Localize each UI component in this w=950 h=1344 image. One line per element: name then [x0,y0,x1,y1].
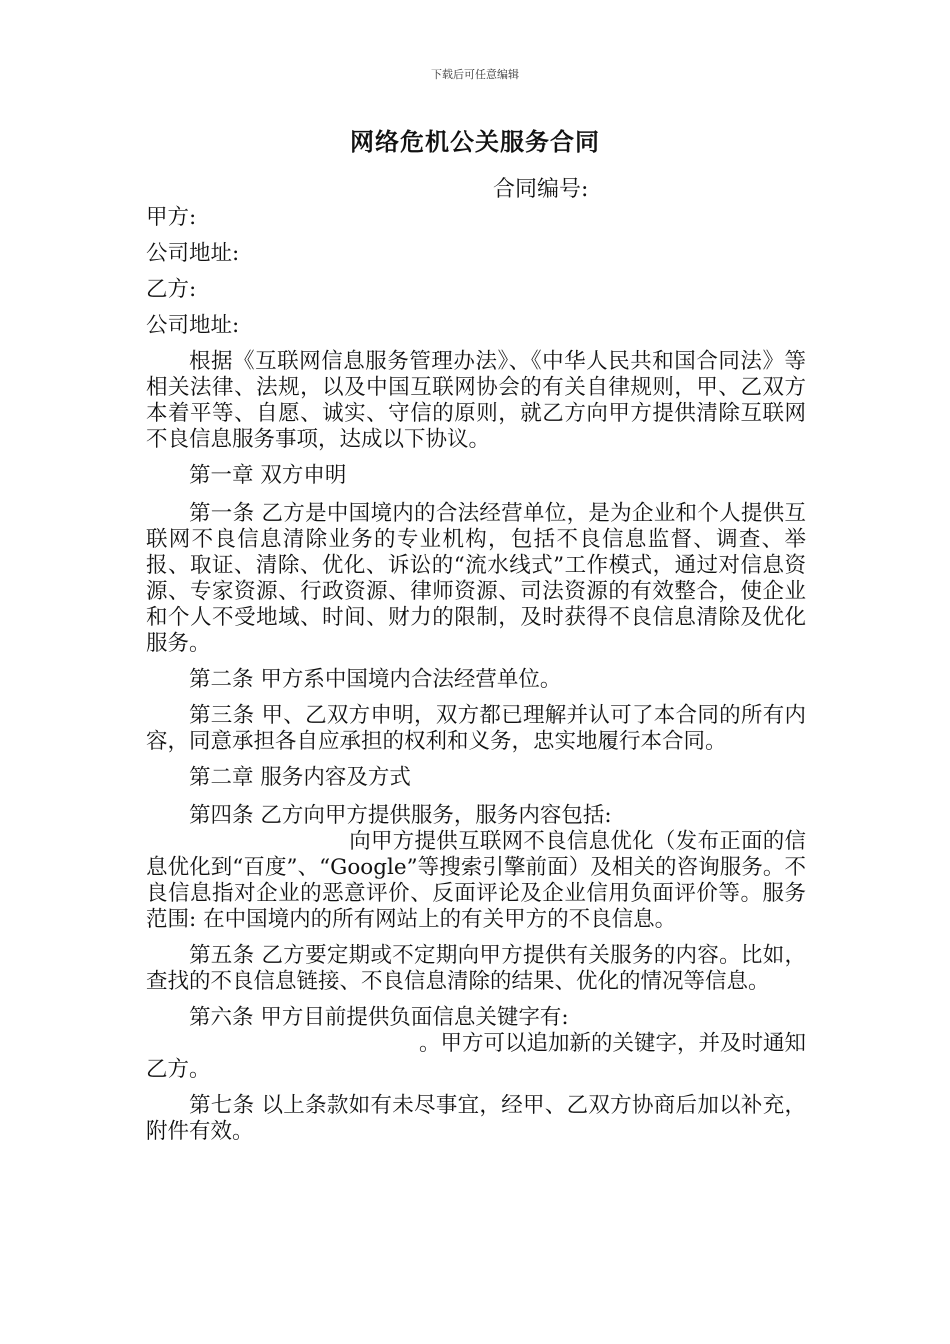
article-2: 第二条 甲方系中国境内合法经营单位。 [189,667,562,692]
article-5: 第五条 乙方要定期或不定期向甲方提供有关服务的内容。比如，查找的不良信息链接、不良信息清除的结果、优化的情况等信息。 [146,943,806,994]
article-6-text: 。甲方可以追加新的关键字，并及时通知乙方。 [146,1031,807,1082]
header-note: 下载后可任意编辑 [431,68,519,81]
chapter-2-heading: 第二章 服务内容及方式 [189,765,411,790]
intro-paragraph: 根据《互联网信息服务管理办法》、《中华人民共和国合同法》等相关法律、法规，以及中国互联网协会的有关自律规则，甲、乙双方本着平等、自愿、诚实、守信的原则，就乙方向甲方提供清除互联网不良信息服务事项，达成以下协议。 [146,349,806,452]
contract-number-label: 合同编号: [493,177,589,202]
article-7: 第七条 以上条款如有未尽事宜，经甲、乙双方协商后加以补充，附件有效。 [146,1093,806,1144]
article-4-body [146,829,806,933]
party-a-label: 甲方: [146,205,197,230]
article-6-body [146,1031,806,1083]
contract-body [146,205,806,1155]
party-b-address-label: 公司地址: [146,313,240,338]
article-6-heading: 第六条 甲方目前提供负面信息关键字有: [189,1005,569,1030]
document-title: 网络危机公关服务合同 [350,127,600,156]
party-b-label: 乙方: [146,277,197,302]
article-1: 第一条 乙方是中国境内的合法经营单位，是为企业和个人提供互联网不良信息清除业务的专业机构，包括不良信息监督、调查、举报、取证、清除、优化、诉讼的“流水线式”工作模式，通过对信息资源、专家资源、行政资源、律师资源、司法资源的有效整合，使企业和个人不受地域、时间、财力的限制，及时获得不良信息清除及优化服务。 [146,501,806,656]
article-3: 第三条 甲、乙双方申明，双方都已理解并认可了本合同的所有内容，同意承担各自应承担的权利和义务，忠实地履行本合同。 [146,703,806,754]
chapter-1-heading: 第一章 双方申明 [189,463,347,488]
article-4-heading: 第四条 乙方向甲方提供服务，服务内容包括: [189,803,612,828]
article-4-text: 向甲方提供互联网不良信息优化（发布正面的信息优化到“百度”、“Google”等搜索引擎前面）及相关的咨询服务。不良信息指对企业的恶意评价、反面评论及企业信用负面评价等。服务范围: 在中国境内的所有网站上的有关甲方的不良信息。 [146,829,806,932]
party-a-address-label: 公司地址: [146,241,240,266]
